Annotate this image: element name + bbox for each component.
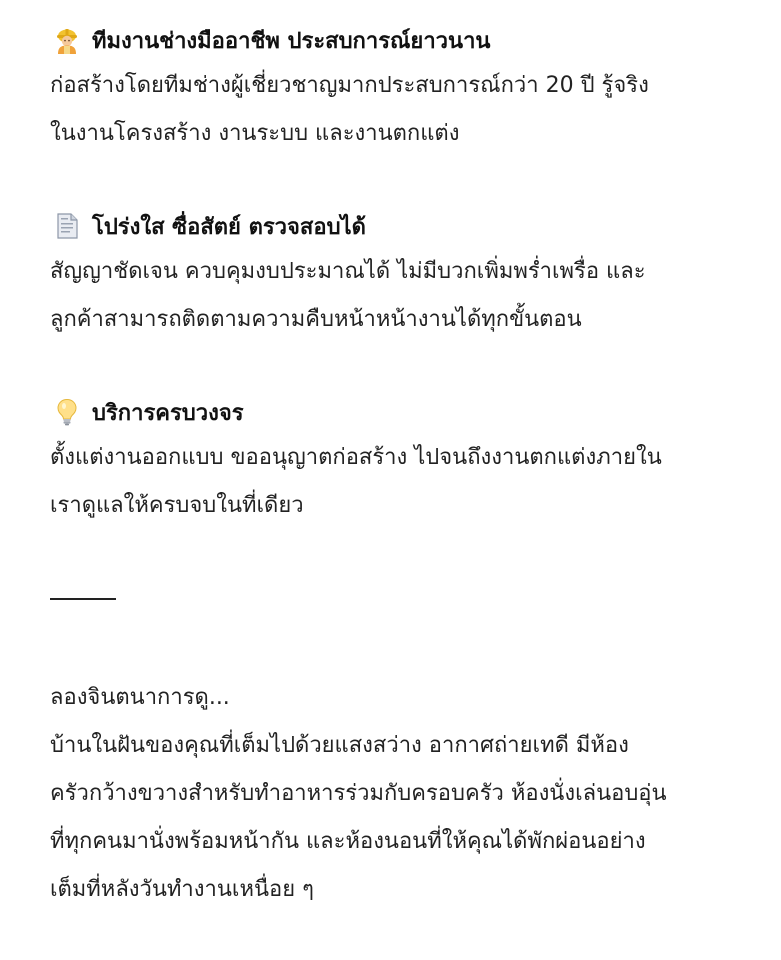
imagine-section (50, 674, 765, 914)
feature-title: ทีมงานช่างมืออาชีพ ประสบการณ์ยาวนาน (92, 28, 491, 54)
story-intro: ลองจินตนาการดู... (50, 685, 230, 710)
story-paragraph: บ้านในฝันของคุณที่เต็มไปด้วยแสงสว่าง อากาศถ่ายเทดี มีห้อง ครัวกว้างขวางสำหรับทำอาหารร่วมกับครอบครัว ห้องนั่งเล่นอบอุ่น ที่ทุกคนมานั่งพร้อมหน้ากัน และห้องนอนที่ให้คุณได้พักผ่อนอย่าง เต็มที่หลังวันทำงานเหนื่อย ๆ (50, 733, 667, 902)
feature-heading (50, 18, 765, 62)
section-divider (50, 598, 116, 600)
document-icon (50, 209, 84, 243)
light-bulb-icon (50, 395, 84, 429)
feature-title: บริการครบวงจร (92, 400, 244, 426)
construction-worker-icon (50, 23, 84, 57)
feature-heading (50, 390, 765, 434)
feature-title: โปร่งใส ซื่อสัตย์ ตรวจสอบได้ (92, 214, 366, 240)
feature-experienced-team (50, 18, 765, 158)
feature-transparency (50, 204, 765, 344)
article-content (50, 18, 765, 914)
feature-description: ก่อสร้างโดยทีมช่างผู้เชี่ยวชาญมากประสบการณ์กว่า 20 ปี รู้จริง ในงานโครงสร้าง งานระบบ และงานตกแต่ง (50, 73, 649, 146)
feature-full-service (50, 390, 765, 530)
feature-description: สัญญาชัดเจน ควบคุมงบประมาณได้ ไม่มีบวกเพิ่มพร่ำเพรื่อ และ ลูกค้าสามารถติดตามความคืบหน้าหน้างานได้ทุกขั้นตอน (50, 259, 646, 332)
feature-description: ตั้งแต่งานออกแบบ ขออนุญาตก่อสร้าง ไปจนถึงงานตกแต่งภายใน เราดูแลให้ครบจบในที่เดียว (50, 445, 662, 518)
feature-heading (50, 204, 765, 248)
